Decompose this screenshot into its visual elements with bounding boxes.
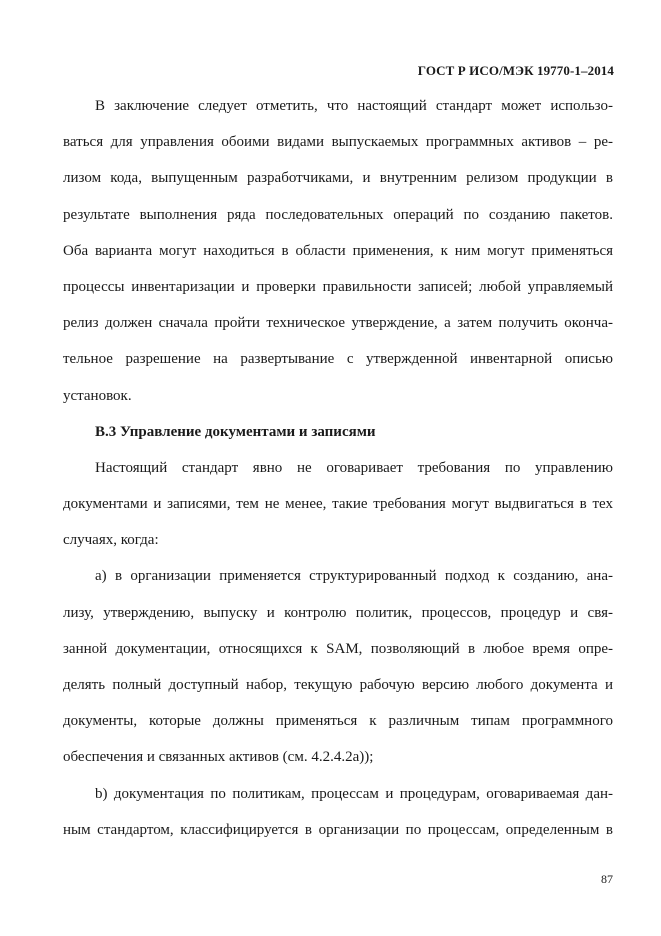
text-line: релиз должен сначала пройти техническое утверждение, а затем получить оконча- bbox=[63, 315, 613, 332]
text-line: делять полный доступный набор, текущую рабочую версию любого документа и bbox=[63, 677, 613, 693]
text-line: занной документации, относящихся к SAM, позволяющий в любое время опре- bbox=[63, 640, 613, 657]
text-line: b) документация по политикам, процессам и процедурам, оговариваемая дан- bbox=[95, 785, 613, 802]
text-line: документы, которые должны применяться к различным типам программного bbox=[63, 713, 613, 730]
text-line: тельное разрешение на развертывание с утвержденной инвентарной описью bbox=[63, 351, 613, 368]
text-line: а) в организации применяется структурированный подход к созданию, ана- bbox=[95, 568, 613, 585]
list-item-b bbox=[63, 776, 613, 848]
text-line: Настоящий стандарт явно не оговаривает требования по управлению bbox=[95, 459, 613, 476]
list-item-a bbox=[63, 558, 613, 775]
document-body bbox=[63, 88, 613, 848]
standard-code-header: ГОСТ Р ИСО/МЭК 19770-1–2014 bbox=[417, 63, 614, 78]
text-line: обеспечения и связанных активов (см. 4.2.4.2а)); bbox=[63, 749, 374, 766]
paragraph-conclusion bbox=[63, 88, 613, 414]
text-line: процессы инвентаризации и проверки правильности записей; любой управляемый bbox=[63, 278, 613, 295]
page-number: 87 bbox=[601, 872, 613, 886]
text-line: результате выполнения ряда последовательных операций по созданию пакетов. bbox=[63, 206, 613, 223]
text-line: ным стандартом, классифицируется в организации по процессам, определенным в bbox=[63, 821, 613, 838]
section-heading-b3: В.3 Управление документами и записями bbox=[95, 423, 376, 440]
text-line: В заключение следует отметить, что настоящий стандарт может использо- bbox=[95, 98, 613, 114]
paragraph-requirements bbox=[63, 450, 613, 559]
text-line: установок. bbox=[63, 387, 132, 404]
text-line: Оба варианта могут находиться в области применения, к ним могут применяться bbox=[63, 242, 613, 259]
text-line: лизом кода, выпущенным разработчиками, и внутренним релизом продукции в bbox=[63, 170, 613, 187]
text-line: ваться для управления обоими видами выпускаемых программных активов – ре- bbox=[63, 134, 613, 151]
text-line: документами и записями, тем не менее, такие требования могут выдвигаться в тех bbox=[63, 496, 613, 513]
text-line: лизу, утверждению, выпуску и контролю политик, процессов, процедур и свя- bbox=[63, 604, 613, 621]
text-line: случаях, когда: bbox=[63, 532, 159, 549]
